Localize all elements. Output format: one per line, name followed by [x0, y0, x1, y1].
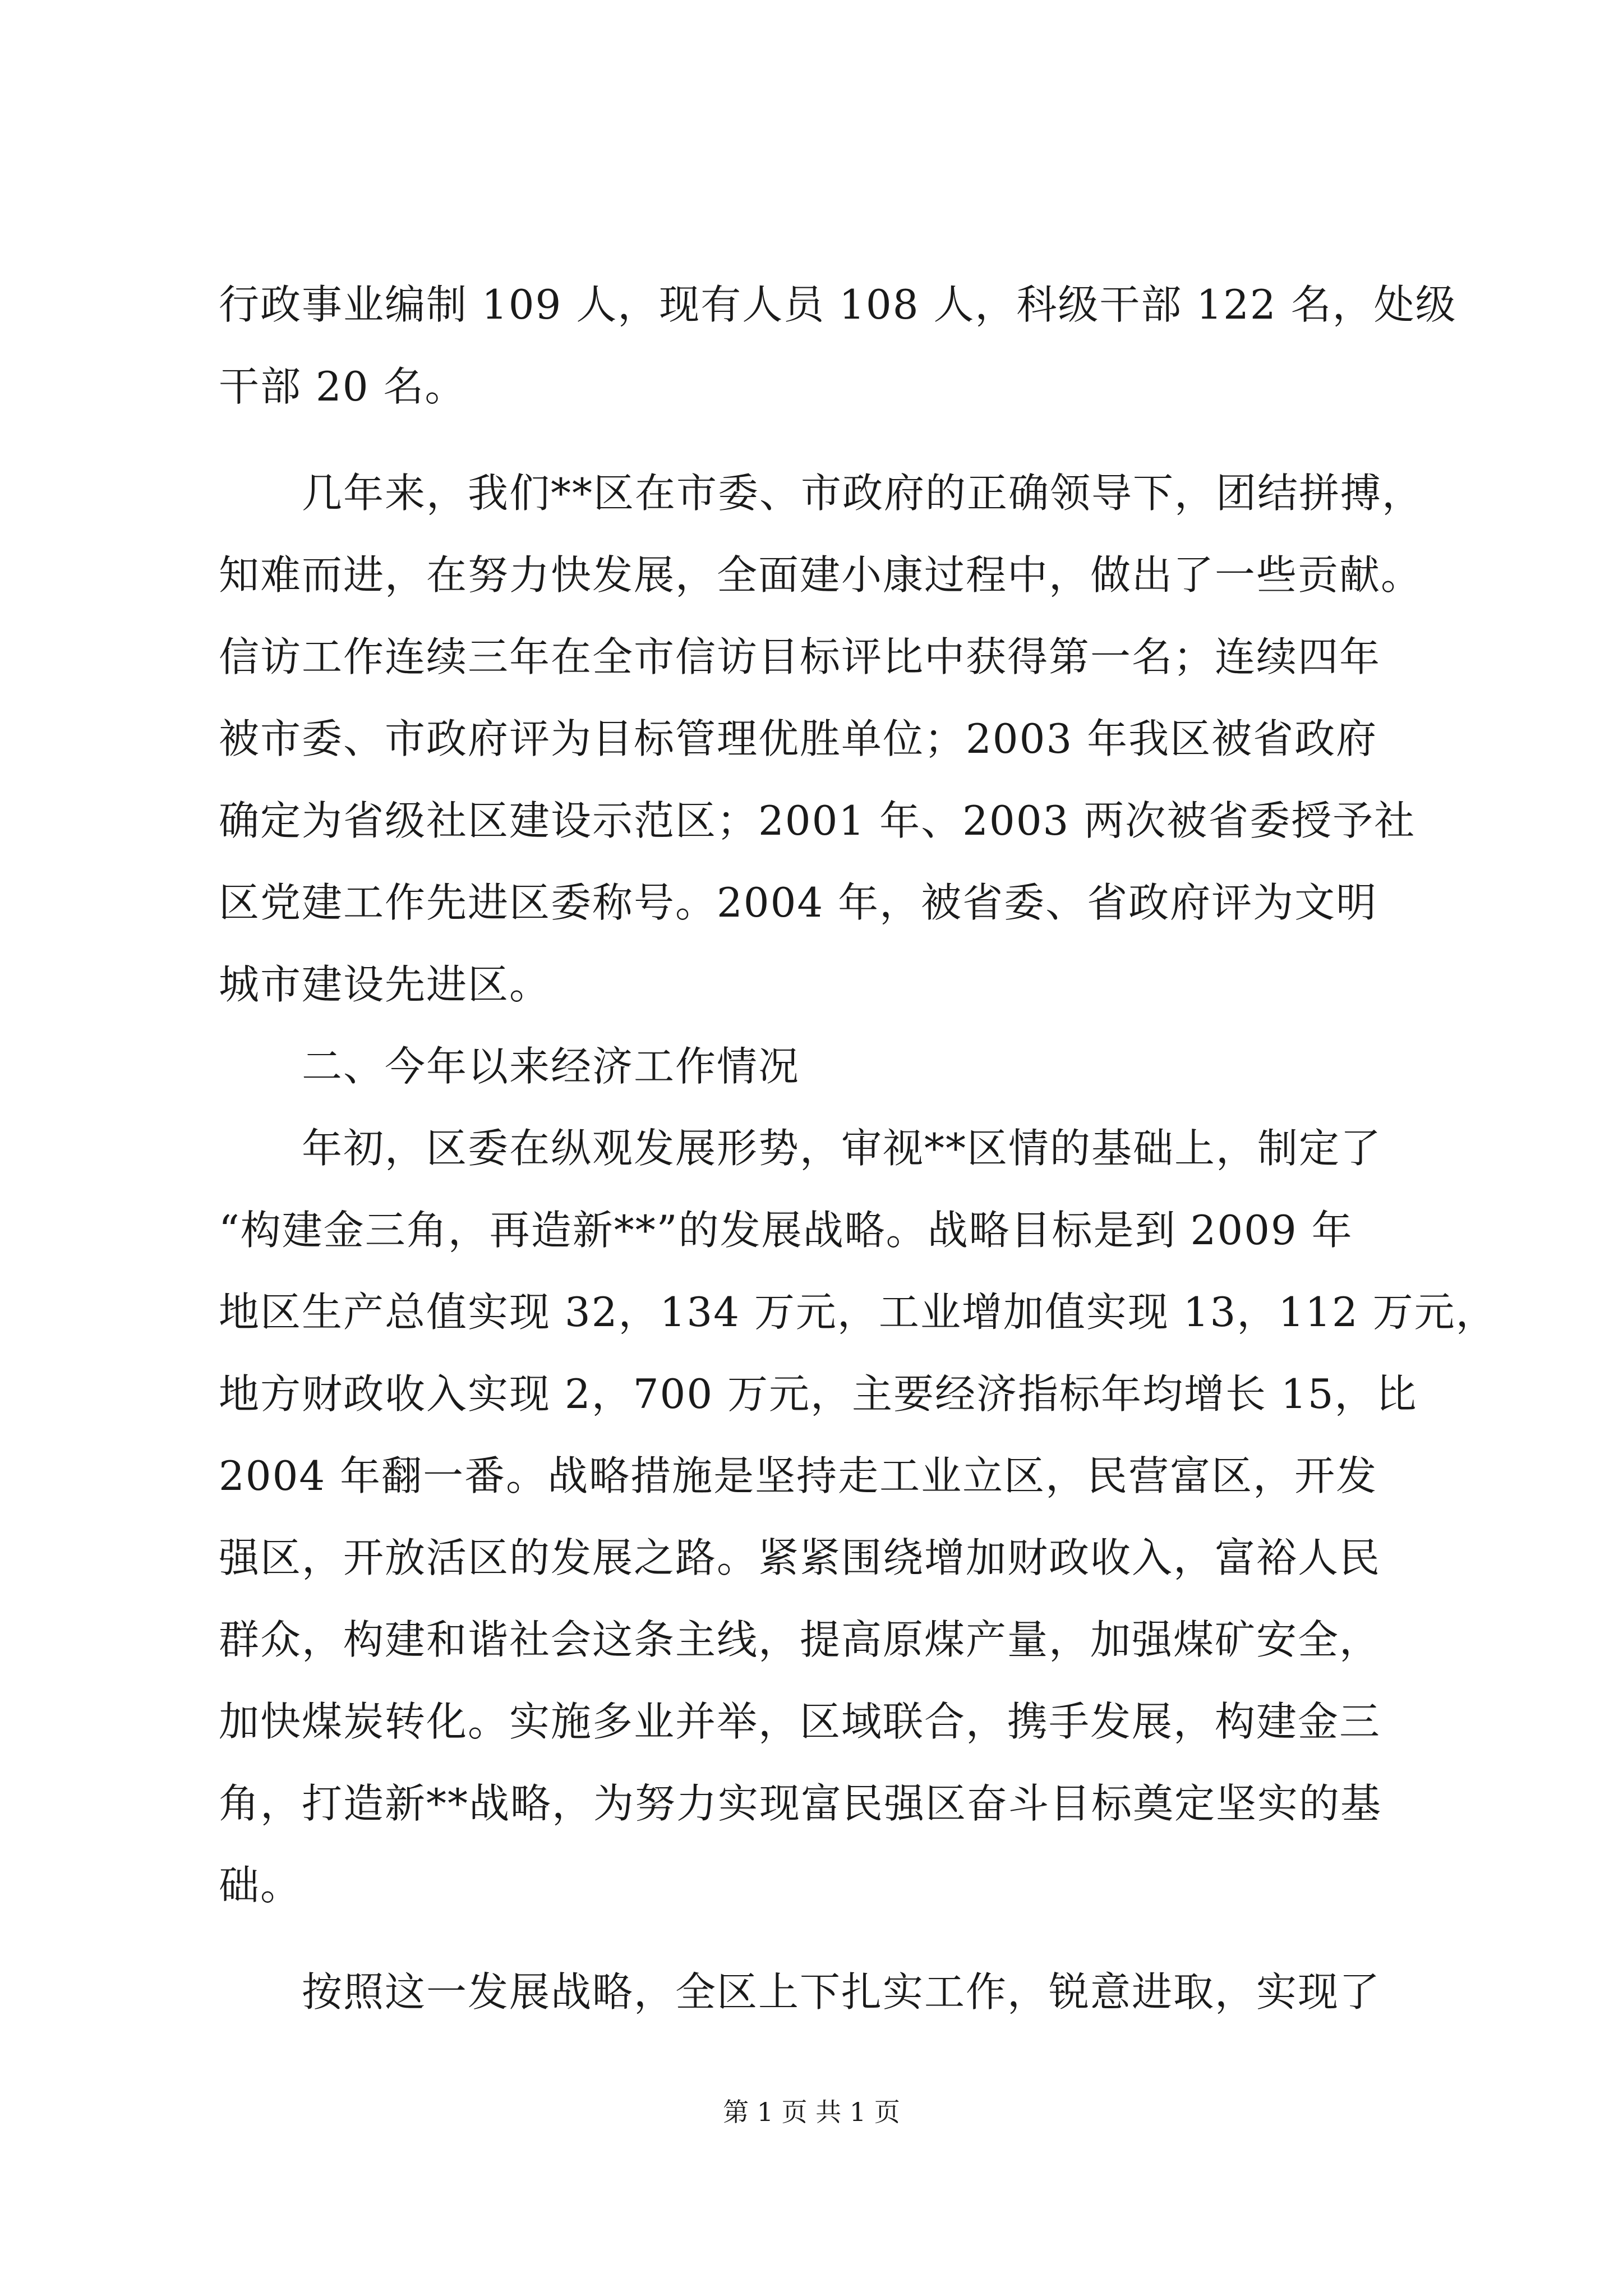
text-line: 地区生产总值实现 32，134 万元，工业增加值实现 13，112 万元，	[219, 1289, 1497, 1336]
text-line: 群众，构建和谐社会这条主线，提高原煤产量，加强煤矿安全，	[219, 1616, 1381, 1663]
text-line: 城市建设先进区。	[219, 961, 551, 1008]
text-line: 础。	[219, 1862, 302, 1909]
text-line: 区党建工作先进区委称号。2004 年，被省委、省政府评为文明	[219, 879, 1378, 926]
page-footer: 第 1 页 共 1 页	[723, 2097, 900, 2127]
text-line: 行政事业编制 109 人，现有人员 108 人，科级干部 122 名，处级	[219, 281, 1457, 328]
text-line: 2004 年翻一番。战略措施是坚持走工业立区，民营富区，开发	[219, 1452, 1378, 1499]
text-line: 干部 20 名。	[219, 363, 467, 410]
document-body	[219, 264, 1497, 2033]
paragraph-gap	[219, 427, 1413, 452]
text-line: “构建金三角，再造新**”的发展战略。战略目标是到 2009 年	[219, 1207, 1353, 1254]
text-line: 几年来，我们**区在市委、市政府的正确领导下，团结拼搏，	[219, 470, 1424, 517]
text-line: 被市委、市政府评为目标管理优胜单位；2003 年我区被省政府	[219, 715, 1378, 762]
paragraph-gap	[219, 1926, 1413, 1951]
text-line: 信访工作连续三年在全市信访目标评比中获得第一名；连续四年	[219, 633, 1381, 680]
text-line: 知难而进，在努力快发展，全面建小康过程中，做出了一些贡献。	[219, 551, 1423, 599]
text-line: 加快煤炭转化。实施多业并举，区域联合，携手发展，构建金三	[219, 1698, 1381, 1745]
text-line: 年初，区委在纵观发展形势，审视**区情的基础上，制定了	[219, 1125, 1382, 1172]
text-line: 角，打造新**战略，为努力实现富民强区奋斗目标奠定坚实的基	[219, 1780, 1382, 1827]
text-line: 按照这一发展战略，全区上下扎实工作，锐意进取，实现了	[219, 1968, 1381, 2016]
text-line: 强区，开放活区的发展之路。紧紧围绕增加财政收入，富裕人民	[219, 1534, 1381, 1581]
section-heading: 二、今年以来经济工作情况	[219, 1043, 800, 1090]
text-line: 地方财政收入实现 2，700 万元，主要经济指标年均增长 15，比	[219, 1370, 1418, 1418]
text-line: 确定为省级社区建设示范区；2001 年、2003 两次被省委授予社	[219, 797, 1416, 844]
